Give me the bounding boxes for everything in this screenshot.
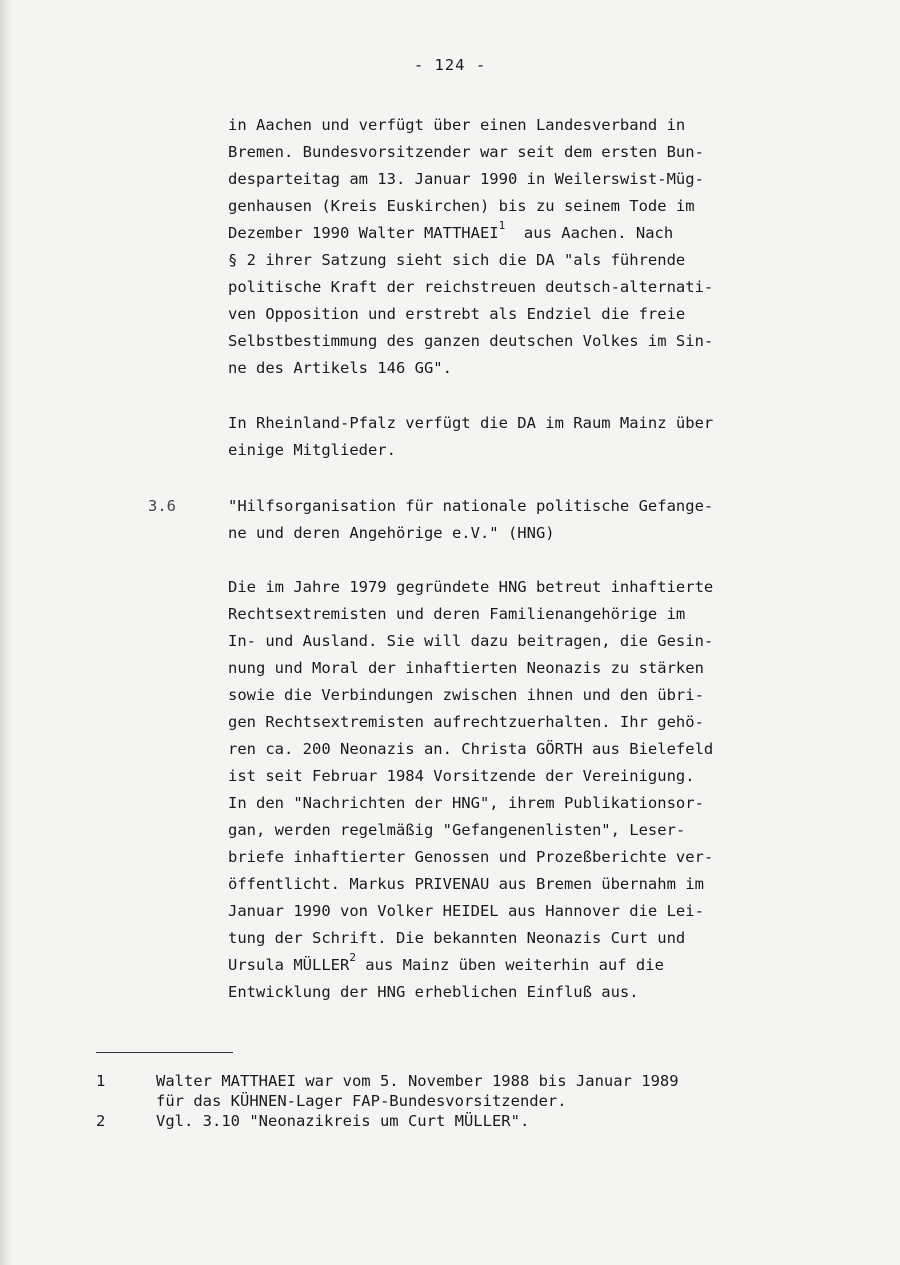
text-line: politische Kraft der reichstreuen deutsch-alternati- [228,278,714,296]
footnote-ref-2: 2 [349,951,356,964]
text-line: öffentlicht. Markus PRIVENAU aus Bremen übernahm im [228,875,704,893]
footnote-line: für das KÜHNEN-Lager FAP-Bundesvorsitzender. [156,1092,567,1110]
text-line: In- und Ausland. Sie will dazu beitragen, die Gesin- [228,632,714,650]
text-line: Entwicklung der HNG erheblichen Einfluß aus. [228,983,639,1001]
text-line: gen Rechtsextremisten aufrechtzuerhalten. Ihr gehö- [228,713,704,731]
text-line: ven Opposition und erstrebt als Endziel die freie [228,305,686,323]
text-line: sowie die Verbindungen zwischen ihnen und den übri- [228,686,704,704]
section-title-line: ne und deren Angehörige e.V." (HNG) [228,524,555,542]
text-line-with-footnote [228,951,664,974]
text-line: in Aachen und verfügt über einen Landesverband in [228,116,686,134]
text-line: In Rheinland-Pfalz verfügt die DA im Raum Mainz über [228,414,714,432]
text-line: einige Mitglieder. [228,441,396,459]
text-line-with-footnote [228,219,674,242]
page-edge-shadow [0,0,12,1265]
footnote-separator [96,1052,233,1053]
text-line: Bremen. Bundesvorsitzender war seit dem ersten Bun- [228,143,704,161]
section-number: 3.6 [148,497,176,515]
text-line: Januar 1990 von Volker HEIDEL aus Hannover die Lei- [228,902,704,920]
text-line: § 2 ihrer Satzung sieht sich die DA "als führende [228,251,686,269]
text-segment: Dezember 1990 Walter MATTHAEI [228,224,499,242]
text-line: nung und Moral der inhaftierten Neonazis zu stärken [228,659,704,677]
page-number: - 124 - [413,56,487,74]
footnote-line: Vgl. 3.10 "Neonazikreis um Curt MÜLLER". [156,1112,530,1130]
text-line: briefe inhaftierter Genossen und Prozeßberichte ver- [228,848,714,866]
text-line: desparteitag am 13. Januar 1990 in Weilerswist-Müg- [228,170,704,188]
text-line: In den "Nachrichten der HNG", ihrem Publikationsor- [228,794,704,812]
text-line: gan, werden regelmäßig "Gefangenenlisten", Leser- [228,821,686,839]
text-line: ne des Artikels 146 GG". [228,359,452,377]
text-line: Die im Jahre 1979 gegründete HNG betreut inhaftierte [228,578,714,596]
footnote-ref-1: 1 [498,219,506,232]
footnote-number: 2 [96,1112,106,1130]
text-segment: Ursula MÜLLER [228,956,350,974]
footnote-line: Walter MATTHAEI war vom 5. November 1988 bis Januar 1989 [156,1072,679,1090]
text-line: ist seit Februar 1984 Vorsitzende der Vereinigung. [228,767,695,785]
section-title-line: "Hilfsorganisation für nationale politische Gefange- [228,497,714,515]
text-segment: aus Aachen. Nach [505,224,674,242]
text-line: genhausen (Kreis Euskirchen) bis zu seinem Tode im [228,197,695,215]
text-line: tung der Schrift. Die bekannten Neonazis Curt und [228,929,686,947]
text-line: Rechtsextremisten und deren Familienangehörige im [228,605,686,623]
text-line: Selbstbestimmung des ganzen deutschen Volkes im Sin- [228,332,714,350]
text-segment: aus Mainz üben weiterhin auf die [355,956,664,974]
footnote-number: 1 [96,1072,106,1090]
text-line: ren ca. 200 Neonazis an. Christa GÖRTH aus Bielefeld [228,740,714,758]
